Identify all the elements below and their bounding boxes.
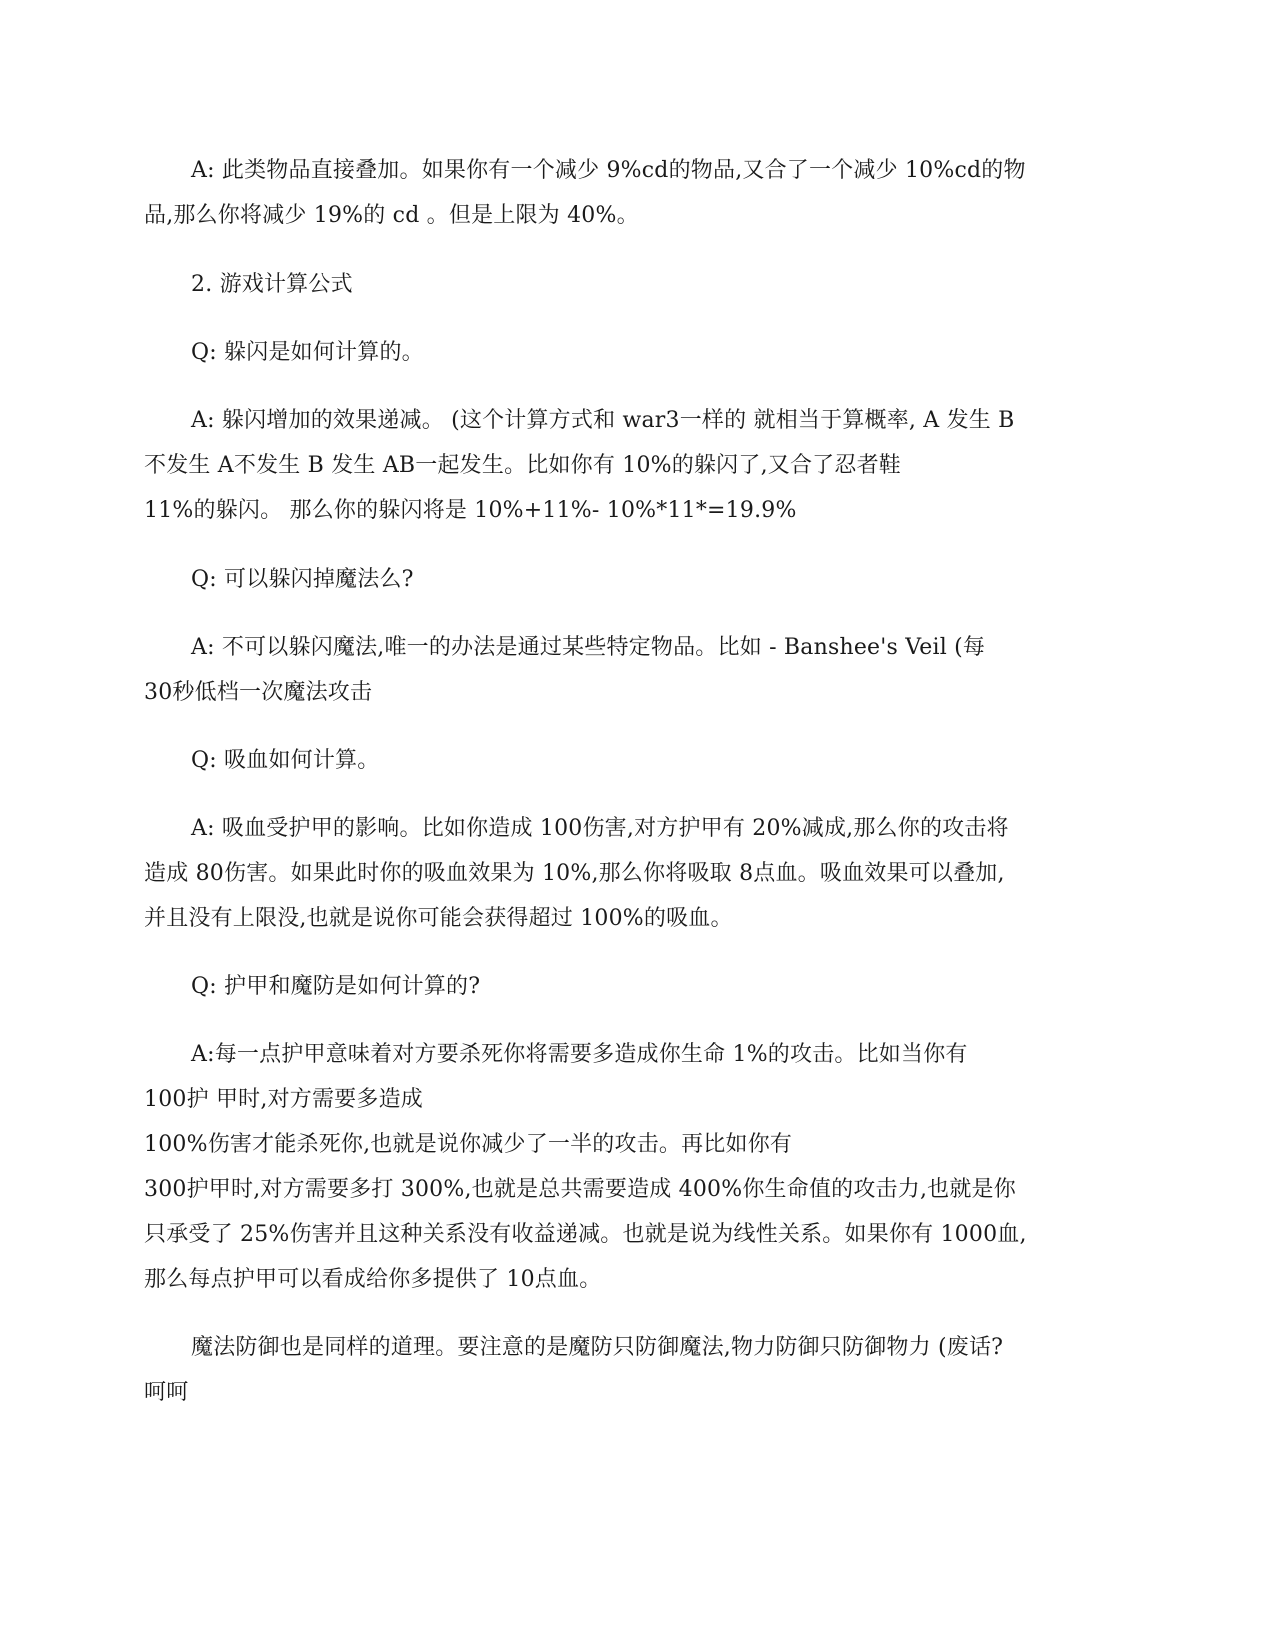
answer-dodge-magic-line-1: A: 不可以躲闪魔法,唯一的办法是通过某些特定物品。比如 - Banshee's Veil (每: [191, 635, 986, 660]
question-lifesteal: Q: 吸血如何计算。: [191, 748, 380, 773]
answer-lifesteal-line-2: 造成 80伤害。如果此时你的吸血效果为 10%,那么你将吸取 8点血。吸血效果可以叠加,: [144, 861, 1005, 886]
answer-armor-line-3: 100%伤害才能杀死你,也就是说你减少了一半的攻击。再比如你有: [144, 1132, 793, 1157]
section-heading: 2. 游戏计算公式: [191, 272, 353, 297]
answer-armor-line-5: 只承受了 25%伤害并且这种关系没有收益递减。也就是说为线性关系。如果你有 1000血,: [144, 1222, 1027, 1247]
answer-lifesteal-line-1: A: 吸血受护甲的影响。比如你造成 100伤害,对方护甲有 20%减成,那么你的攻击将: [191, 816, 1009, 841]
question-dodge-magic: Q: 可以躲闪掉魔法么?: [191, 567, 414, 592]
answer-cd-stacking-line-1: A: 此类物品直接叠加。如果你有一个减少 9%cd的物品,又合了一个减少 10%cd的物: [191, 158, 1026, 183]
answer-dodge-line-1: A: 躲闪增加的效果递减。 (这个计算方式和 war3一样的 就相当于算概率, A 发生 B: [191, 408, 1015, 433]
magic-defense-line-2: 呵呵: [144, 1380, 189, 1405]
answer-cd-stacking-line-2: 品,那么你将减少 19%的 cd 。但是上限为 40%。: [144, 203, 639, 228]
answer-lifesteal-line-3: 并且没有上限没,也就是说你可能会获得超过 100%的吸血。: [144, 906, 733, 931]
question-dodge: Q: 躲闪是如何计算的。: [191, 340, 424, 365]
answer-armor-line-4: 300护甲时,对方需要多打 300%,也就是总共需要造成 400%你生命值的攻击力,也就是你: [144, 1177, 1016, 1202]
magic-defense-line-1: 魔法防御也是同样的道理。要注意的是魔防只防御魔法,物力防御只防御物力 (废话?: [191, 1335, 1004, 1360]
question-armor: Q: 护甲和魔防是如何计算的?: [191, 974, 481, 999]
answer-dodge-line-3: 11%的躲闪。 那么你的躲闪将是 10%+11%- 10%*11*=19.9%: [144, 498, 797, 523]
answer-armor-line-2: 100护 甲时,对方需要多造成: [144, 1087, 423, 1112]
answer-dodge-magic-line-2: 30秒低档一次魔法攻击: [144, 680, 373, 705]
answer-armor-line-1: A:每一点护甲意味着对方要杀死你将需要多造成你生命 1%的攻击。比如当你有: [191, 1042, 968, 1067]
answer-dodge-line-2: 不发生 A不发生 B 发生 AB一起发生。比如你有 10%的躲闪了,又合了忍者鞋: [144, 453, 901, 478]
answer-armor-line-6: 那么每点护甲可以看成给你多提供了 10点血。: [144, 1267, 602, 1292]
